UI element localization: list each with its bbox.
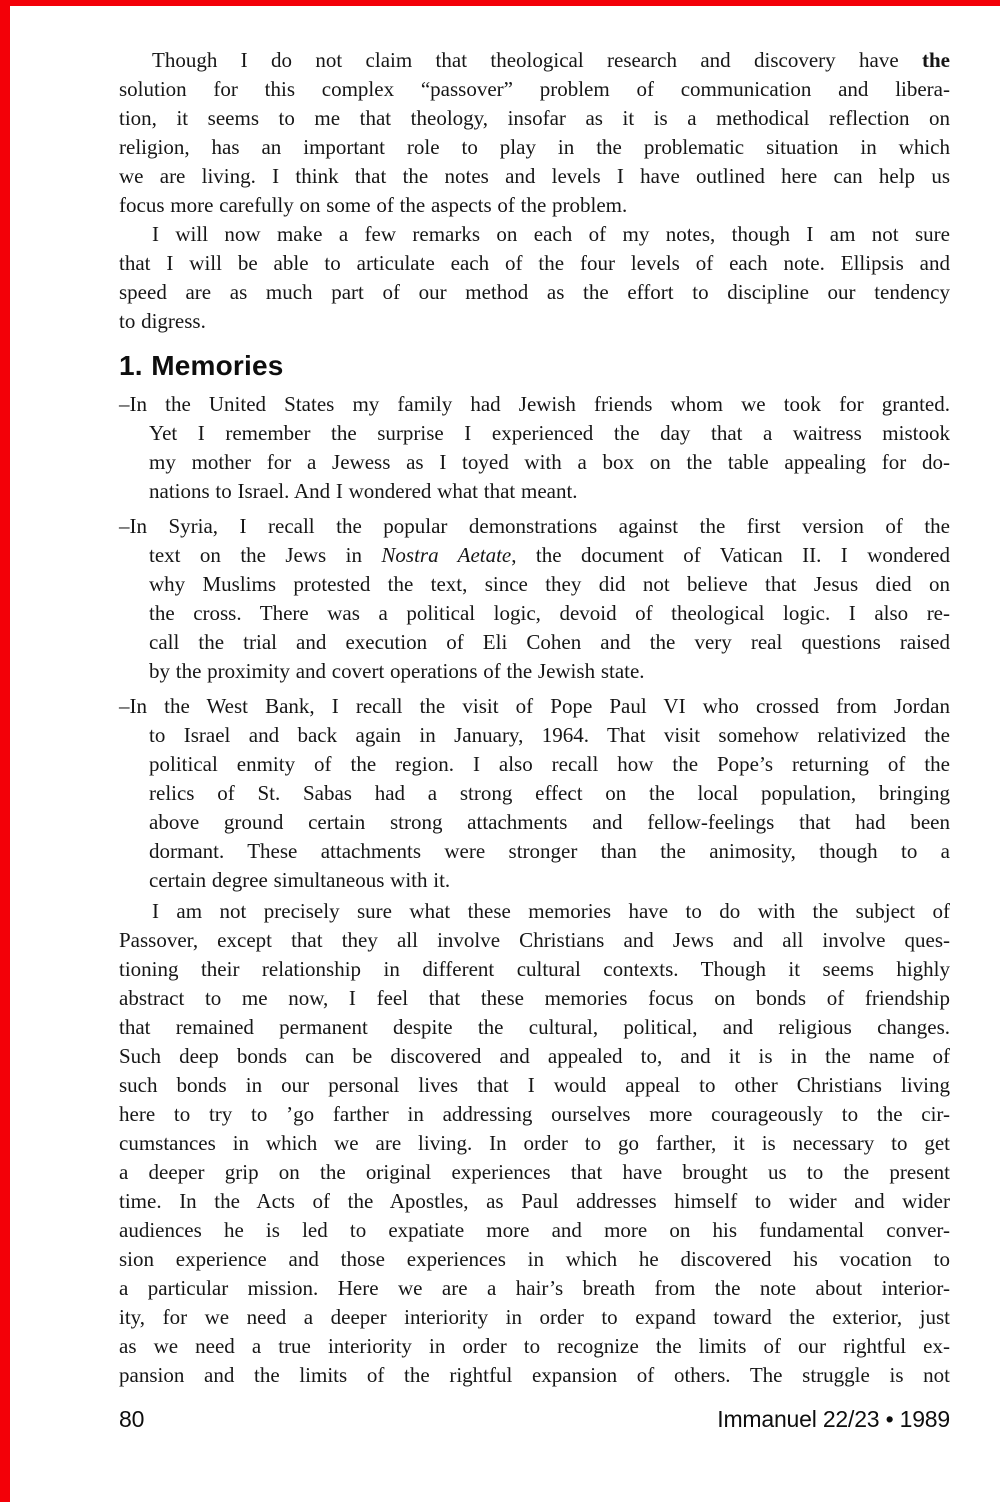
text-line: dormant. These attachments were stronger than the animosity, though to a <box>149 839 950 863</box>
text-line: abstract to me now, I feel that these memories focus on bonds of friendship <box>119 986 950 1010</box>
text-line: nations to Israel. And I wondered what that meant. <box>149 479 578 503</box>
text-line: time. In the Acts of the Apostles, as Paul addresses himself to wider and wider <box>119 1189 950 1213</box>
text-line: solution for this complex “passover” problem of communication and libera- <box>119 77 950 101</box>
text-line: that I will be able to articulate each of the four levels of each note. Ellipsis and <box>119 251 950 275</box>
text-line: ity, for we need a deeper interiority in order to expand toward the exterior, just <box>119 1305 950 1329</box>
text-line: by the proximity and covert operations of the Jewish state. <box>149 659 645 683</box>
text-line: Though I do not claim that theological research and discovery have the <box>152 48 950 72</box>
text-line: relics of St. Sabas had a strong effect on the local population, bringing <box>149 781 950 805</box>
scan-edge-top <box>0 0 1000 6</box>
text-line: religion, has an important role to play in the problematic situation in which <box>119 135 950 159</box>
text-line: a deeper grip on the original experiences that have brought us to the present <box>119 1160 950 1184</box>
bullet-item <box>119 390 950 506</box>
section-heading: 1. Memories <box>119 350 284 381</box>
text-line: here to try to ’go farther in addressing ourselves more courageously to the cir- <box>119 1102 950 1126</box>
text-line: my mother for a Jewess as I toyed with a box on the table appealing for do- <box>149 450 950 474</box>
journal-citation: Immanuel 22/23 • 1989 <box>717 1406 950 1432</box>
text-line: sion experience and those experiences in which he discovered his vocation to <box>119 1247 950 1271</box>
text-line: Yet I remember the surprise I experienced the day that a waitress mistook <box>149 421 950 445</box>
text-line: –In the West Bank, I recall the visit of Pope Paul VI who crossed from Jordan <box>119 694 950 718</box>
text-line: I am not precisely sure what these memories have to do with the subject of <box>152 899 950 923</box>
text-line: –In the United States my family had Jewish friends whom we took for granted. <box>119 392 950 416</box>
page-footer <box>119 1406 950 1433</box>
text-line: Such deep bonds can be discovered and appealed to, and it is in the name of <box>119 1044 950 1068</box>
paragraph <box>119 220 950 336</box>
scan-edge-left <box>0 0 10 1502</box>
text-line: tion, it seems to me that theology, insofar as it is a methodical reflection on <box>119 106 950 130</box>
text-line: such bonds in our personal lives that I would appeal to other Christians living <box>119 1073 950 1097</box>
page-number: 80 <box>119 1406 145 1432</box>
text-line: as we need a true interiority in order to recognize the limits of our rightful ex- <box>119 1334 950 1358</box>
text-line: why Muslims protested the text, since they did not believe that Jesus died on <box>149 572 950 596</box>
text-line: political enmity of the region. I also recall how the Pope’s returning of the <box>149 752 950 776</box>
text-line: to digress. <box>119 309 206 333</box>
text-line: that remained permanent despite the cultural, political, and religious changes. <box>119 1015 950 1039</box>
text-line: –In Syria, I recall the popular demonstrations against the first version of the <box>119 514 950 538</box>
text-line: cumstances in which we are living. In order to go farther, it is necessary to get <box>119 1131 950 1155</box>
text-line: text on the Jews in Nostra Aetate, the document of Vatican II. I wondered <box>149 543 950 567</box>
bullet-item <box>119 692 950 895</box>
text-line: I will now make a few remarks on each of my notes, though I am not sure <box>152 222 950 246</box>
text-line: certain degree simultaneous with it. <box>149 868 451 892</box>
text-line: pansion and the limits of the rightful expansion of others. The struggle is not <box>119 1363 950 1387</box>
text-line: speed are as much part of our method as the effort to discipline our tendency <box>119 280 950 304</box>
text-line: audiences he is led to expatiate more and more on his fundamental conver- <box>119 1218 950 1242</box>
text-line: tioning their relationship in different cultural contexts. Though it seems highly <box>119 957 950 981</box>
bullet-item <box>119 512 950 686</box>
page-body <box>119 46 950 1390</box>
text-line: above ground certain strong attachments and fellow-feelings that had been <box>149 810 950 834</box>
paragraph <box>119 897 950 1390</box>
text-line: a particular mission. Here we are a hair’s breath from the note about interior- <box>119 1276 950 1300</box>
text-line: call the trial and execution of Eli Cohen and the very real questions raised <box>149 630 950 654</box>
paragraph <box>119 46 950 220</box>
text-line: to Israel and back again in January, 1964. That visit somehow relativized the <box>149 723 950 747</box>
text-line: the cross. There was a political logic, devoid of theological logic. I also re- <box>149 601 950 625</box>
text-line: we are living. I think that the notes and levels I have outlined here can help us <box>119 164 950 188</box>
text-line: Passover, except that they all involve Christians and Jews and all involve ques- <box>119 928 950 952</box>
text-line: focus more carefully on some of the aspects of the problem. <box>119 193 628 217</box>
